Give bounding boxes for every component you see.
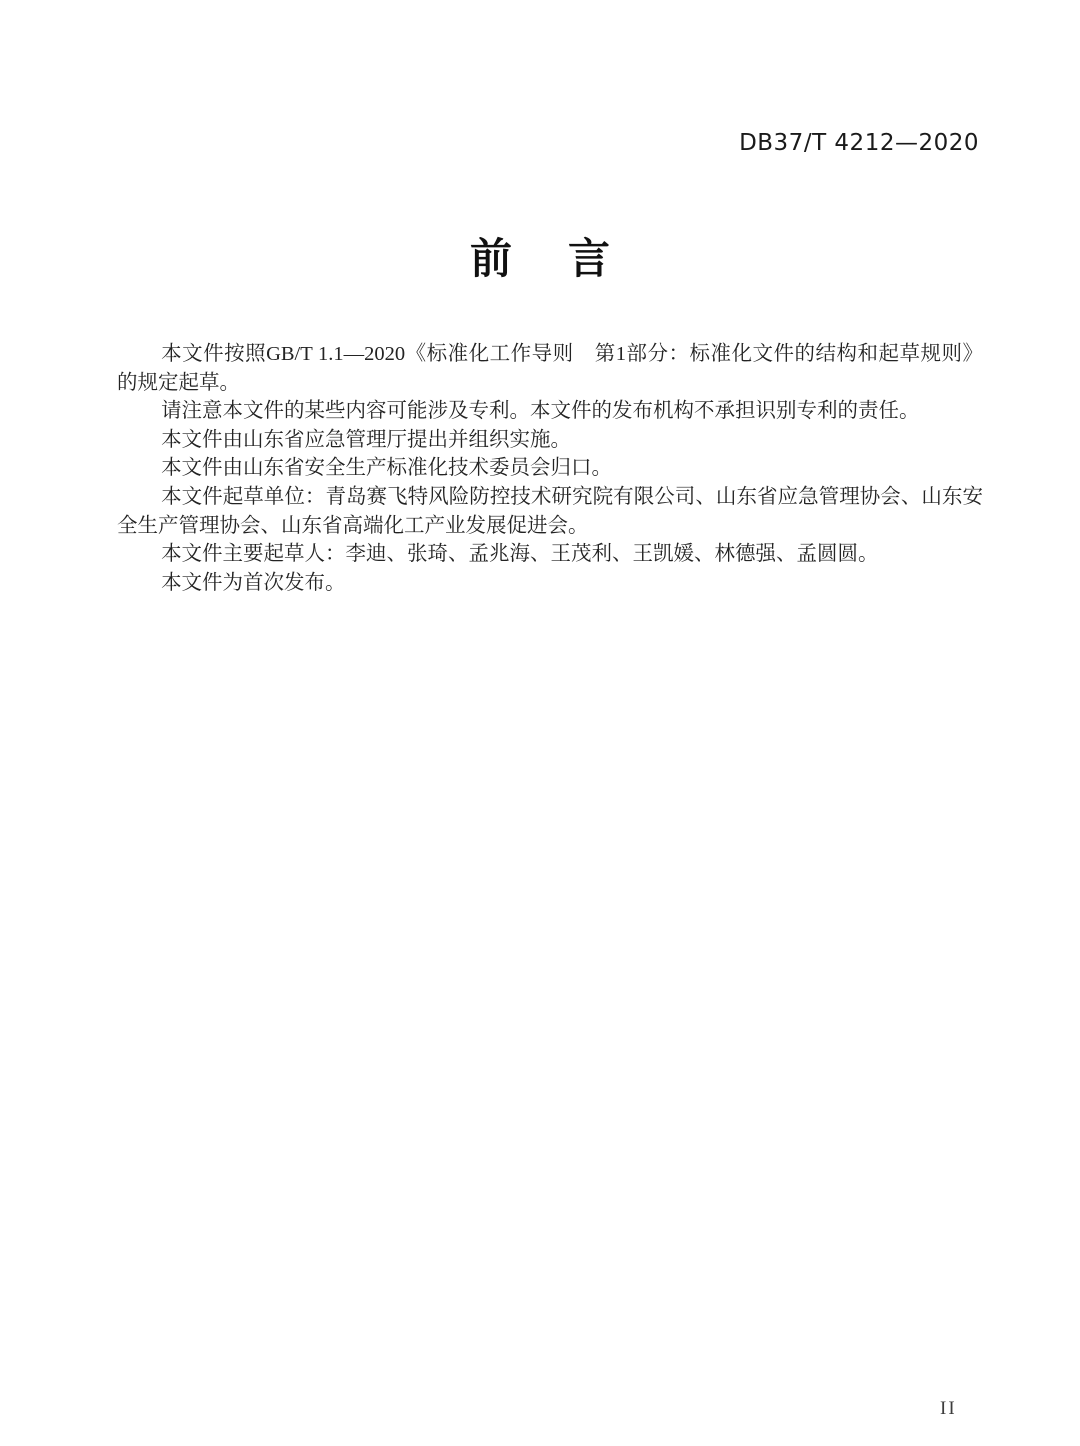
foreword-paragraph: 本文件主要起草人：李迪、张琦、孟兆海、王茂利、王凯媛、林德强、孟圆圆。 xyxy=(161,543,879,566)
foreword-paragraph: 本文件起草单位：青岛赛飞特风险防控技术研究院有限公司、山东省应急管理协会、山东安全生产管理协会、山东省高端化工产业发展促进会。 xyxy=(117,485,983,537)
foreword-paragraph: 本文件由山东省应急管理厅提出并组织实施。 xyxy=(161,428,572,451)
foreword-paragraph: 请注意本文件的某些内容可能涉及专利。本文件的发布机构不承担识别专利的责任。 xyxy=(161,400,920,423)
foreword-paragraph: 本文件为首次发布。 xyxy=(161,571,346,594)
page-number: II xyxy=(940,1398,957,1419)
page-title xyxy=(0,235,1080,282)
foreword-body xyxy=(117,340,983,597)
standard-number: DB37/T 4212—2020 xyxy=(739,130,979,156)
foreword-paragraph: 本文件由山东省安全生产标准化技术委员会归口。 xyxy=(161,457,613,480)
foreword-paragraph: 本文件按照GB/T 1.1—2020《标准化工作导则 第1部分：标准化文件的结构和起草规则》的规定起草。 xyxy=(117,343,983,394)
page-title-char-right: 言 xyxy=(568,235,611,282)
page-title-char-left: 前 xyxy=(469,235,512,282)
